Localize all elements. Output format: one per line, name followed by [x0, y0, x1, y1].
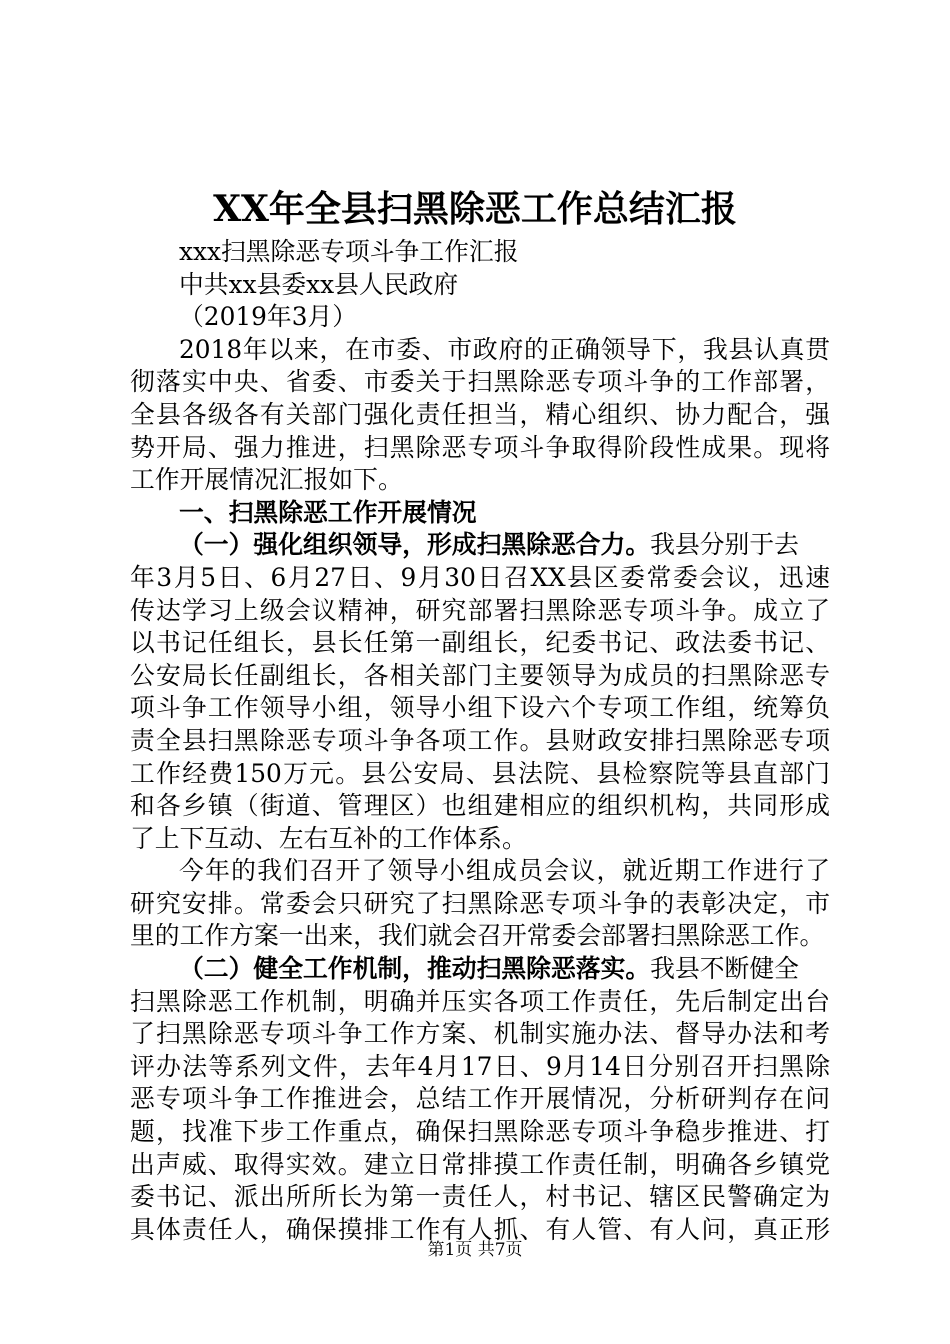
paragraph-line: 项斗争工作领导小组，领导小组下设六个专项工作组，统筹负 [130, 693, 830, 723]
paragraph-line [130, 953, 830, 986]
subtitle-line: xxx扫黑除恶专项斗争工作汇报 [179, 237, 519, 266]
paragraph-line: 研究安排。常委会只研究了扫黑除恶专项斗争的表彰决定，市 [130, 888, 830, 918]
paragraph-line: 年3月5日、6月27日、9月30日召XX县区委常委会议，迅速 [130, 562, 830, 592]
document-body [130, 236, 830, 1246]
paragraph-line: 2018年以来，在市委、市政府的正确领导下，我县认真贯 [179, 334, 830, 364]
paragraph-line: 里的工作方案一出来，我们就会召开常委会部署扫黑除恶工作。 [130, 921, 825, 951]
paragraph-line: 责全县扫黑除恶专项斗争各项工作。县财政安排扫黑除恶专项 [130, 725, 830, 755]
paragraph-line: 扫黑除恶工作机制，明确并压实各项工作责任，先后制定出台 [130, 986, 830, 1016]
subtitle-line: （2019年3月） [179, 302, 358, 332]
page-number: 第1页 共7页 [427, 1240, 523, 1260]
paragraph-line: 具体责任人，确保摸排工作有人抓、有人管、有人问，真正形 [130, 1214, 830, 1244]
paragraph-line: 全县各级各有关部门强化责任担当，精心组织、协力配合，强 [130, 399, 830, 429]
paragraph-line: 工作经费150万元。县公安局、县法院、县检察院等县直部门 [130, 758, 830, 788]
paragraph-line: 出声威、取得实效。建立日常排摸工作责任制，明确各乡镇党 [130, 1149, 830, 1179]
paragraph-heading: （二）健全工作机制，推动扫黑除恶落实。 [179, 954, 651, 984]
paragraph-line: 公安局长任副组长，各相关部门主要领导为成员的扫黑除恶专 [130, 660, 830, 690]
section-heading: 一、扫黑除恶工作开展情况 [179, 497, 477, 527]
paragraph-line: 恶专项斗争工作推进会，总结工作开展情况，分析研判存在问 [130, 1084, 830, 1114]
paragraph-line [130, 529, 830, 562]
paragraph-text: 我县分别于去 [650, 530, 799, 560]
paragraph-line: 以书记任组长，县长任第一副组长，纪委书记、政法委书记、 [130, 628, 830, 658]
paragraph-heading: （一）强化组织领导，形成扫黑除恶合力。 [179, 530, 651, 560]
paragraph-line: 今年的我们召开了领导小组成员会议，就近期工作进行了 [179, 856, 830, 886]
paragraph-line: 评办法等系列文件，去年4月17日、9月14日分别召开扫黑除 [130, 1051, 830, 1081]
document-title: XX年全县扫黑除恶工作总结汇报 [213, 188, 737, 230]
paragraph-line: 题，找准下步工作重点，确保扫黑除恶专项斗争稳步推进、打 [130, 1117, 830, 1147]
paragraph-line: 传达学习上级会议精神，研究部署扫黑除恶专项斗争。成立了 [130, 595, 830, 625]
paragraph-line: 委书记、派出所所长为第一责任人，村书记、辖区民警确定为 [130, 1182, 830, 1212]
paragraph-line: 工作开展情况汇报如下。 [130, 465, 403, 495]
paragraph-line: 了扫黑除恶专项斗争工作方案、机制实施办法、督导办法和考 [130, 1019, 830, 1049]
paragraph-line: 了上下互动、左右互补的工作体系。 [130, 823, 527, 853]
paragraph-line: 和各乡镇（街道、管理区）也组建相应的组织机构，共同形成 [130, 791, 830, 821]
paragraph-text: 我县不断健全 [650, 954, 799, 984]
paragraph-line: 势开局、强力推进，扫黑除恶专项斗争取得阶段性成果。现将 [130, 432, 830, 462]
subtitle-line: 中共xx县委xx县人民政府 [179, 269, 459, 299]
paragraph-line: 彻落实中央、省委、市委关于扫黑除恶专项斗争的工作部署， [130, 367, 830, 397]
